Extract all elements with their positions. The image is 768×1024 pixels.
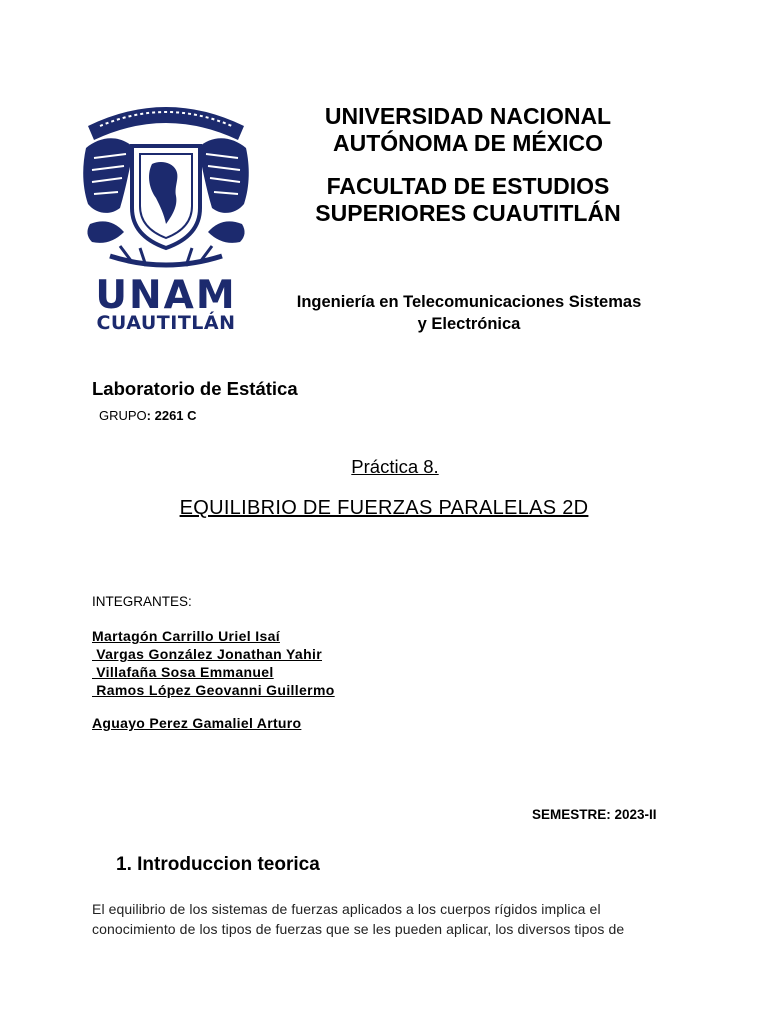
intro-paragraph	[92, 899, 682, 939]
practice-title: EQUILIBRIO DE FUERZAS PARALELAS 2D	[179, 497, 589, 519]
member-item: Vargas González Jonathan Yahir	[92, 646, 323, 662]
university-title-line2: AUTÓNOMA DE MÉXICO	[332, 130, 604, 156]
section-title: 1. Introduccion teorica	[116, 854, 320, 875]
lab-name: Laboratorio de Estática	[92, 378, 298, 399]
member-item: Villafaña Sosa Emmanuel	[92, 664, 274, 680]
logo-word-campus: CUAUTITLÁN	[96, 312, 236, 334]
career-line2: y Electrónica	[417, 315, 521, 333]
member-extra: Aguayo Perez Gamaliel Arturo	[92, 715, 302, 731]
faculty-title-line1: FACULTAD DE ESTUDIOS	[326, 173, 610, 199]
practice-number: Práctica 8.	[351, 456, 439, 477]
members-label: INTEGRANTES:	[92, 594, 192, 609]
intro-line1: El equilibrio de los sistemas de fuerzas aplicados a los cuerpos rígidos implica el	[92, 901, 601, 917]
members-list	[92, 627, 335, 699]
career-name	[262, 291, 676, 335]
faculty-title	[268, 173, 668, 227]
university-title-line1: UNIVERSIDAD NACIONAL	[324, 103, 612, 129]
group-info	[99, 407, 197, 425]
semester: SEMESTRE: 2023-II	[532, 807, 657, 822]
unam-eagle-puma-crest-icon	[80, 96, 252, 276]
group-label: GRUPO	[99, 408, 147, 423]
logo-word-unam: UNAM	[95, 273, 237, 318]
group-value: : 2261 C	[146, 408, 197, 423]
university-title	[268, 103, 668, 157]
member-item: Ramos López Geovanni Guillermo	[92, 682, 335, 698]
career-line1: Ingeniería en Telecomunicaciones Sistemas	[296, 293, 642, 311]
faculty-title-line2: SUPERIORES CUAUTITLÁN	[315, 200, 621, 226]
member-item: Martagón Carrillo Uriel Isaí	[92, 628, 280, 644]
intro-line2: conocimiento de los tipos de fuerzas que se les pueden aplicar, los diversos tipos de	[92, 921, 625, 937]
